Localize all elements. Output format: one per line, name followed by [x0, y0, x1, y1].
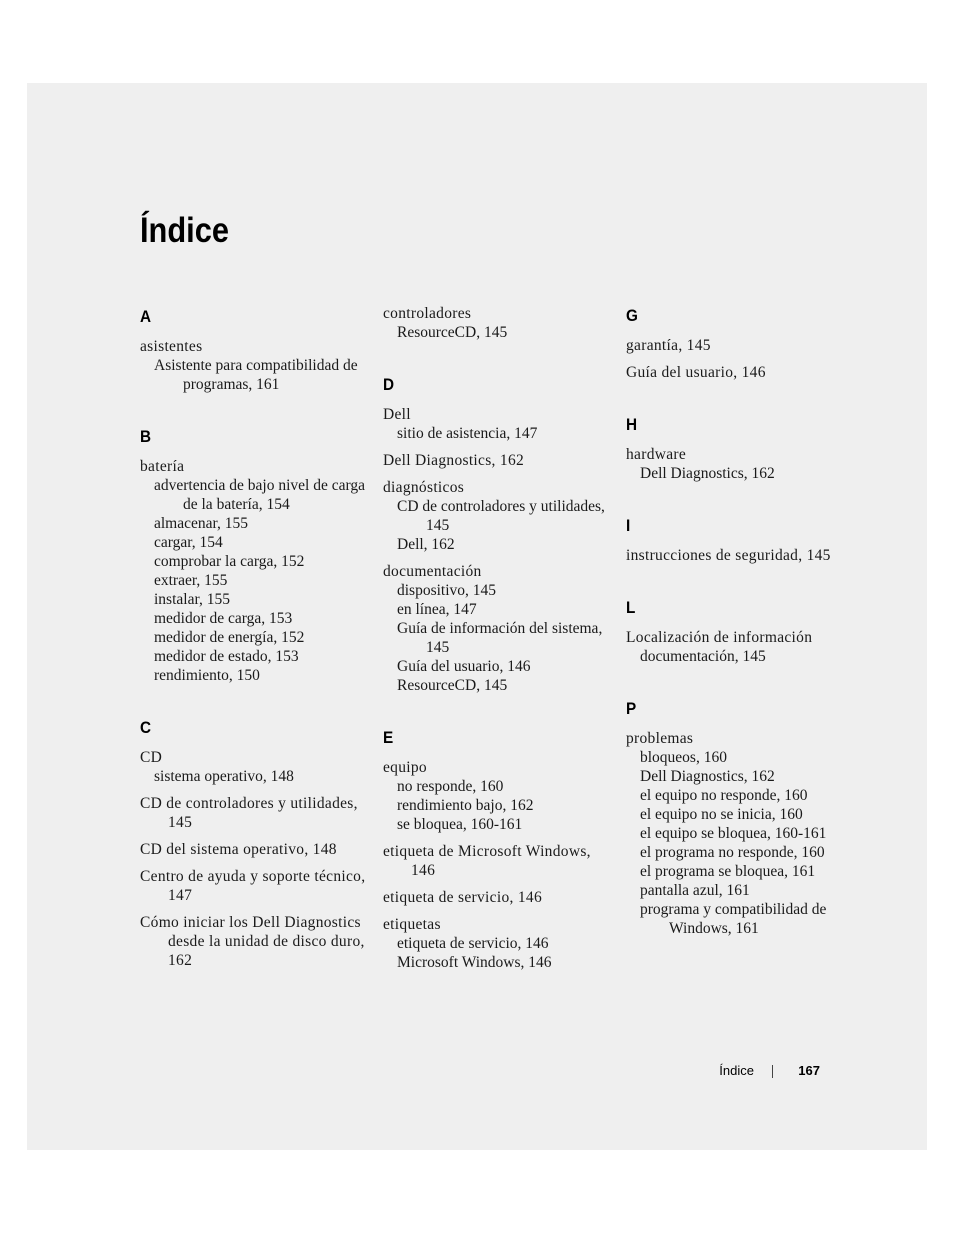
index-term: hardware — [626, 446, 687, 463]
index-term: Dell Diagnostics, 162 — [383, 452, 525, 469]
index-subterm: programa y compatibilidad de Windows, 161 — [640, 901, 827, 937]
index-group — [383, 728, 613, 972]
index-subterm: etiqueta de servicio, 146 — [397, 935, 549, 952]
index-entry — [383, 562, 613, 695]
index-subterm: CD de controladores y utilidades, 145 — [397, 498, 605, 534]
index-entry — [626, 628, 856, 666]
index-term: Centro de ayuda y soporte técnico, 147 — [140, 868, 366, 904]
index-letter-heading: A — [140, 307, 152, 326]
footer-section-label: Índice — [719, 1063, 754, 1078]
footer-divider — [772, 1065, 773, 1078]
index-subterm: medidor de estado, 153 — [154, 648, 299, 665]
index-subterm: Microsoft Windows, 146 — [397, 954, 552, 971]
index-entry — [140, 457, 370, 685]
index-entry — [140, 840, 370, 859]
index-term: CD de controladores y utilidades, 145 — [140, 795, 358, 831]
index-entry — [383, 758, 613, 834]
index-subterm: no responde, 160 — [397, 778, 504, 795]
index-term: controladores — [383, 305, 472, 322]
index-subterm: sitio de asistencia, 147 — [397, 425, 538, 442]
page-title: Índice — [140, 211, 230, 250]
index-term: etiquetas — [383, 916, 441, 933]
index-term: CD — [140, 749, 163, 766]
index-subterm: dispositivo, 145 — [397, 582, 497, 599]
index-group — [140, 307, 370, 394]
index-entry — [383, 478, 613, 554]
index-letter-heading: D — [383, 375, 395, 394]
index-subterm: Guía del usuario, 146 — [397, 658, 531, 675]
index-entry — [383, 888, 613, 907]
index-letter-heading: E — [383, 728, 394, 747]
index-column-2 — [383, 304, 613, 1005]
index-subterm: Dell, 162 — [397, 536, 455, 553]
index-entry — [383, 842, 613, 880]
index-term: batería — [140, 458, 185, 475]
index-entry — [383, 451, 613, 470]
index-subterm: ResourceCD, 145 — [397, 677, 508, 694]
index-subterm: Dell Diagnostics, 162 — [640, 768, 775, 785]
index-entry — [383, 304, 613, 342]
page-number: 167 — [798, 1063, 820, 1078]
index-group — [626, 415, 856, 483]
index-entry — [140, 913, 370, 970]
index-column-3 — [626, 306, 856, 971]
index-entry — [626, 729, 856, 938]
index-subterm: Asistente para compatibilidad de programas, 161 — [154, 357, 358, 393]
index-letter-heading: G — [626, 306, 638, 325]
index-entry — [140, 867, 370, 905]
index-subterm: extraer, 155 — [154, 572, 228, 589]
index-entry — [383, 405, 613, 443]
index-subterm: Dell Diagnostics, 162 — [640, 465, 775, 482]
index-term: asistentes — [140, 338, 203, 355]
index-column-1 — [140, 307, 370, 1003]
index-subterm: pantalla azul, 161 — [640, 882, 750, 899]
index-letter-heading: B — [140, 427, 152, 446]
index-subterm: ResourceCD, 145 — [397, 324, 508, 341]
index-subterm: se bloquea, 160-161 — [397, 816, 523, 833]
index-entry — [626, 546, 856, 565]
index-entry — [383, 915, 613, 972]
index-subterm: sistema operativo, 148 — [154, 768, 294, 785]
index-subterm: comprobar la carga, 152 — [154, 553, 305, 570]
index-subterm: bloqueos, 160 — [640, 749, 727, 766]
index-group — [383, 375, 613, 695]
index-group — [626, 699, 856, 938]
index-entry — [140, 337, 370, 394]
index-subterm: el equipo se bloquea, 160-161 — [640, 825, 827, 842]
index-group — [383, 304, 613, 342]
index-entry — [140, 748, 370, 786]
index-term: problemas — [626, 730, 694, 747]
index-entry — [626, 445, 856, 483]
index-term: etiqueta de servicio, 146 — [383, 889, 543, 906]
index-term: Cómo iniciar los Dell Diagnostics desde la unidad de disco duro, 162 — [140, 914, 365, 969]
index-subterm: cargar, 154 — [154, 534, 223, 551]
index-term: diagnósticos — [383, 479, 465, 496]
index-subterm: rendimiento, 150 — [154, 667, 260, 684]
index-group — [626, 598, 856, 666]
index-letter-heading: I — [626, 516, 631, 535]
index-letter-heading: C — [140, 718, 152, 737]
index-term: etiqueta de Microsoft Windows, 146 — [383, 843, 591, 879]
index-term: Localización de información — [626, 629, 813, 646]
index-term: Dell — [383, 406, 411, 423]
index-term: documentación — [383, 563, 482, 580]
index-group — [626, 516, 856, 565]
index-subterm: el programa se bloquea, 161 — [640, 863, 816, 880]
index-subterm: medidor de energía, 152 — [154, 629, 305, 646]
index-subterm: el equipo no responde, 160 — [640, 787, 808, 804]
index-term: equipo — [383, 759, 427, 776]
index-subterm: el programa no responde, 160 — [640, 844, 825, 861]
index-subterm: el equipo no se inicia, 160 — [640, 806, 803, 823]
index-subterm: rendimiento bajo, 162 — [397, 797, 534, 814]
index-group — [140, 718, 370, 970]
index-subterm: instalar, 155 — [154, 591, 231, 608]
index-letter-heading: P — [626, 699, 637, 718]
index-group — [626, 306, 856, 382]
index-letter-heading: H — [626, 415, 638, 434]
index-term: CD del sistema operativo, 148 — [140, 841, 337, 858]
index-term: garantía, 145 — [626, 337, 711, 354]
index-term: Guía del usuario, 146 — [626, 364, 766, 381]
page-footer — [27, 1063, 820, 1081]
index-entry — [140, 794, 370, 832]
index-subterm: en línea, 147 — [397, 601, 477, 618]
index-subterm: almacenar, 155 — [154, 515, 249, 532]
index-group — [140, 427, 370, 685]
index-entry — [626, 336, 856, 355]
index-subterm: Guía de información del sistema, 145 — [397, 620, 603, 656]
index-letter-heading: L — [626, 598, 636, 617]
index-entry — [626, 363, 856, 382]
index-subterm: advertencia de bajo nivel de carga de la batería, 154 — [154, 477, 366, 513]
index-term: instrucciones de seguridad, 145 — [626, 547, 831, 564]
index-subterm: documentación, 145 — [640, 648, 766, 665]
index-subterm: medidor de carga, 153 — [154, 610, 293, 627]
index-page — [27, 83, 927, 1150]
